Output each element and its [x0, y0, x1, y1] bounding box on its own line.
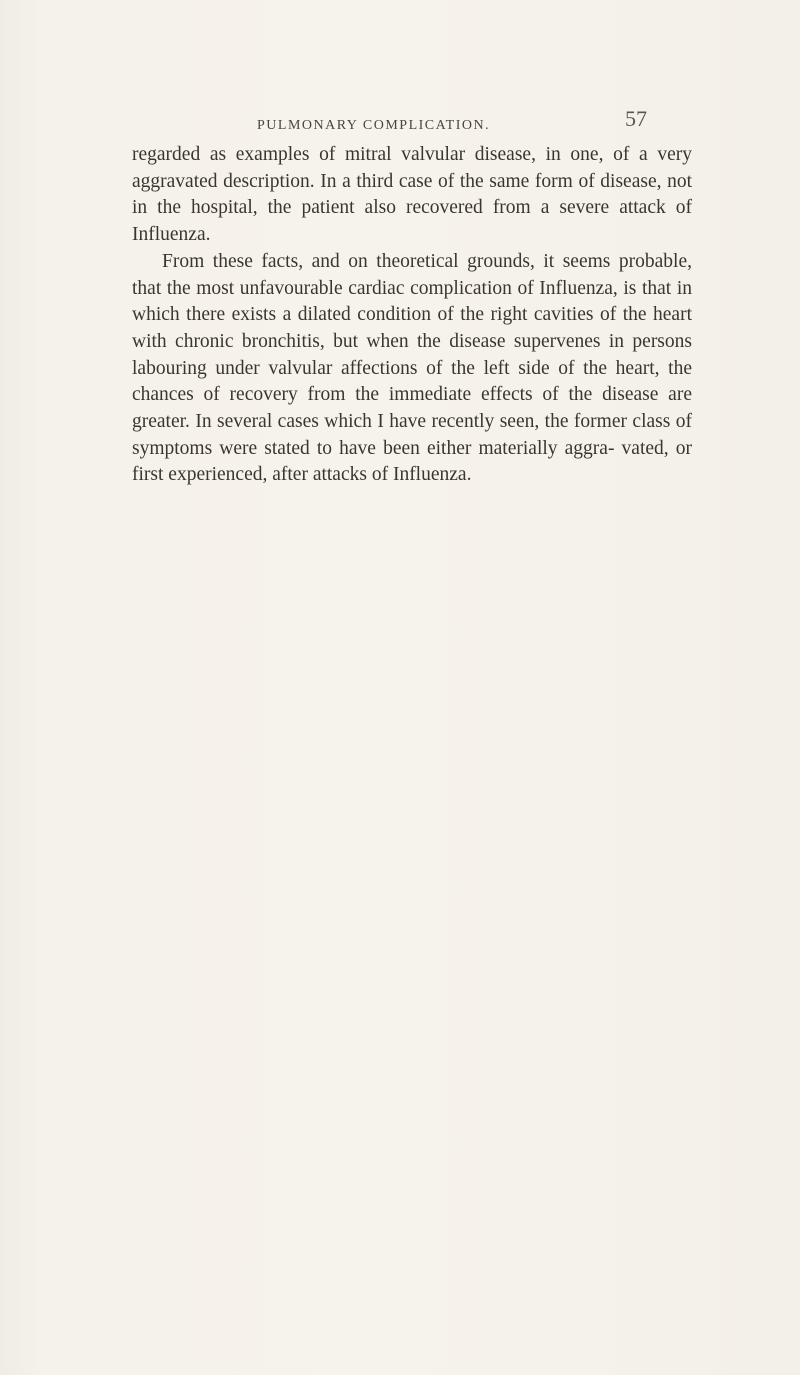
page-number: 57 — [625, 106, 647, 131]
running-head: PULMONARY COMPLICATION. — [257, 118, 491, 133]
paragraph-continuation: regarded as examples of mitral valvular disease, in one, of a very aggravated description. In a third case of the same form of disease, not in the hospital, the patient also recovered from a severe attack of Influenza. — [132, 144, 692, 246]
paragraph-facts: From these facts, and on theoretical grounds, it seems probable, that the most unfavourable cardiac complication of Influenza, is that in which there exists a dilated condition of the right cavities of the heart with chronic bronchitis, but when the disease supervenes in persons labouring under valvular affections of the left side of the heart, the chances of recovery from the immediate effects of the disease are greater. In several cases which I have recently seen, the former class of symptoms were stated to have been either materially aggra- vated, or first experienced, after attacks of Influenza. — [132, 250, 692, 486]
body-text — [132, 142, 692, 489]
